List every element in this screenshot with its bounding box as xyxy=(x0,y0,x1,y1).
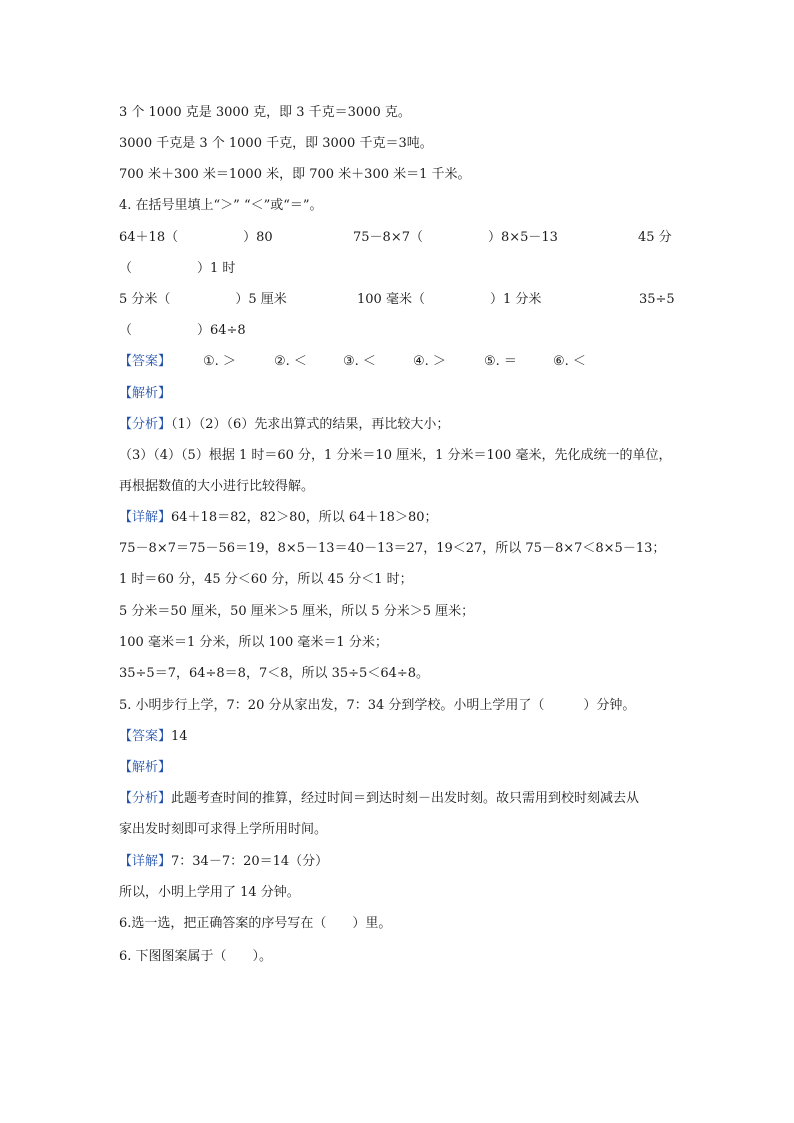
doc-line-2: 3000 千克是 3 个 1000 千克，即 3000 千克＝3吨。 xyxy=(119,136,433,151)
q4-row1-item2: 75－8×7（ ）8×5－13 xyxy=(353,230,558,245)
q5-answer-label: 【答案】 xyxy=(119,729,172,744)
q4-answer-label: 【答案】 xyxy=(119,354,172,369)
q5-detail-label: 【详解】 xyxy=(119,854,172,869)
q4-row1-cont: （ ）1 时 xyxy=(119,261,236,276)
q5-answer: 14 xyxy=(171,729,188,744)
q4-detail-line5: 100 毫米＝1 分米，所以 100 毫米＝1 分米； xyxy=(119,635,388,650)
q5-detail-text: 7：34－7：20＝14（分） xyxy=(171,854,329,869)
q4-detail-line3: 1 时＝60 分，45 分＜60 分，所以 45 分＜1 时； xyxy=(119,572,413,587)
q4-fenxi-label: 【分析】 xyxy=(119,417,172,432)
q4-fenxi-line2: （3）（4）（5）根据 1 时＝60 分，1 分米＝10 厘米，1 分米＝100 毫米，先化成统一的单位， xyxy=(119,448,672,463)
q4-analysis-label: 【解析】 xyxy=(119,386,172,401)
q4-answer-1: ①. ＞ xyxy=(203,354,236,369)
q4-answer-5: ⑤. ＝ xyxy=(484,354,517,369)
q6-intro: 6.选一选，把正确答案的序号写在（ ）里。 xyxy=(119,916,392,931)
q5-detail-line2: 所以，小明上学用了 14 分钟。 xyxy=(119,885,300,900)
q4-row2-cont: （ ）64÷8 xyxy=(119,323,246,338)
q4-row2-item3: 35÷5 xyxy=(639,292,675,307)
q5-fenxi-line2: 家出发时刻即可求得上学所用时间。 xyxy=(119,822,328,837)
q4-answer-4: ④. ＞ xyxy=(413,354,446,369)
q4-detail-label: 【详解】 xyxy=(119,510,172,525)
q4-detail-text: 64＋18＝82，82＞80，所以 64＋18＞80； xyxy=(171,510,438,525)
q4-detail-line6: 35÷5＝7，64÷8＝8，7＜8，所以 35÷5＜64÷8。 xyxy=(119,666,430,681)
q6-title: 6. 下图图案属于（ ）。 xyxy=(119,949,273,964)
q4-detail-line4: 5 分米＝50 厘米，50 厘米＞5 厘米，所以 5 分米＞5 厘米； xyxy=(119,604,475,619)
q5-fenxi-text: 此题考查时间的推算，经过时间＝到达时刻－出发时刻。故只需用到校时刻减去从 xyxy=(171,791,640,806)
q5-analysis-label: 【解析】 xyxy=(119,760,172,775)
q4-detail-line1 xyxy=(119,509,437,527)
q4-detail-line2: 75－8×7＝75－56＝19，8×5－13＝40－13＝27，19＜27，所以 75－8×7＜8×5－13； xyxy=(119,541,666,556)
q4-fenxi-line3: 再根据数值的大小进行比较得解。 xyxy=(119,479,315,494)
q4-title: 4. 在括号里填上“＞” “＜”或“＝”。 xyxy=(119,198,323,213)
q5-fenxi-line1 xyxy=(119,790,639,808)
q4-answer-3: ③. ＜ xyxy=(343,354,376,369)
q5-title: 5. 小明步行上学，7：20 分从家出发，7：34 分到学校。小明上学用了（ ）分钟。 xyxy=(119,698,636,713)
doc-line-1: 3 个 1000 克是 3000 克，即 3 千克＝3000 克。 xyxy=(119,105,411,120)
q4-row2-item2: 100 毫米（ ）1 分米 xyxy=(357,292,542,307)
q4-answer-2: ②. ＜ xyxy=(274,354,307,369)
q5-fenxi-label: 【分析】 xyxy=(119,791,172,806)
q4-answer-6: ⑥. ＜ xyxy=(553,354,586,369)
q4-fenxi-line1 xyxy=(119,416,449,434)
q4-row1-item3: 45 分 xyxy=(638,230,672,245)
q5-answer-line xyxy=(119,728,188,746)
q4-row1-item1: 64＋18（ ）80 xyxy=(119,230,273,245)
doc-line-3: 700 米＋300 米＝1000 米，即 700 米＋300 米＝1 千米。 xyxy=(119,167,471,182)
q5-detail-line1 xyxy=(119,853,328,871)
q4-row2-item1: 5 分米（ ）5 厘米 xyxy=(119,292,287,307)
q4-fenxi-text: （1）（2）（6）先求出算式的结果，再比较大小； xyxy=(171,417,450,432)
